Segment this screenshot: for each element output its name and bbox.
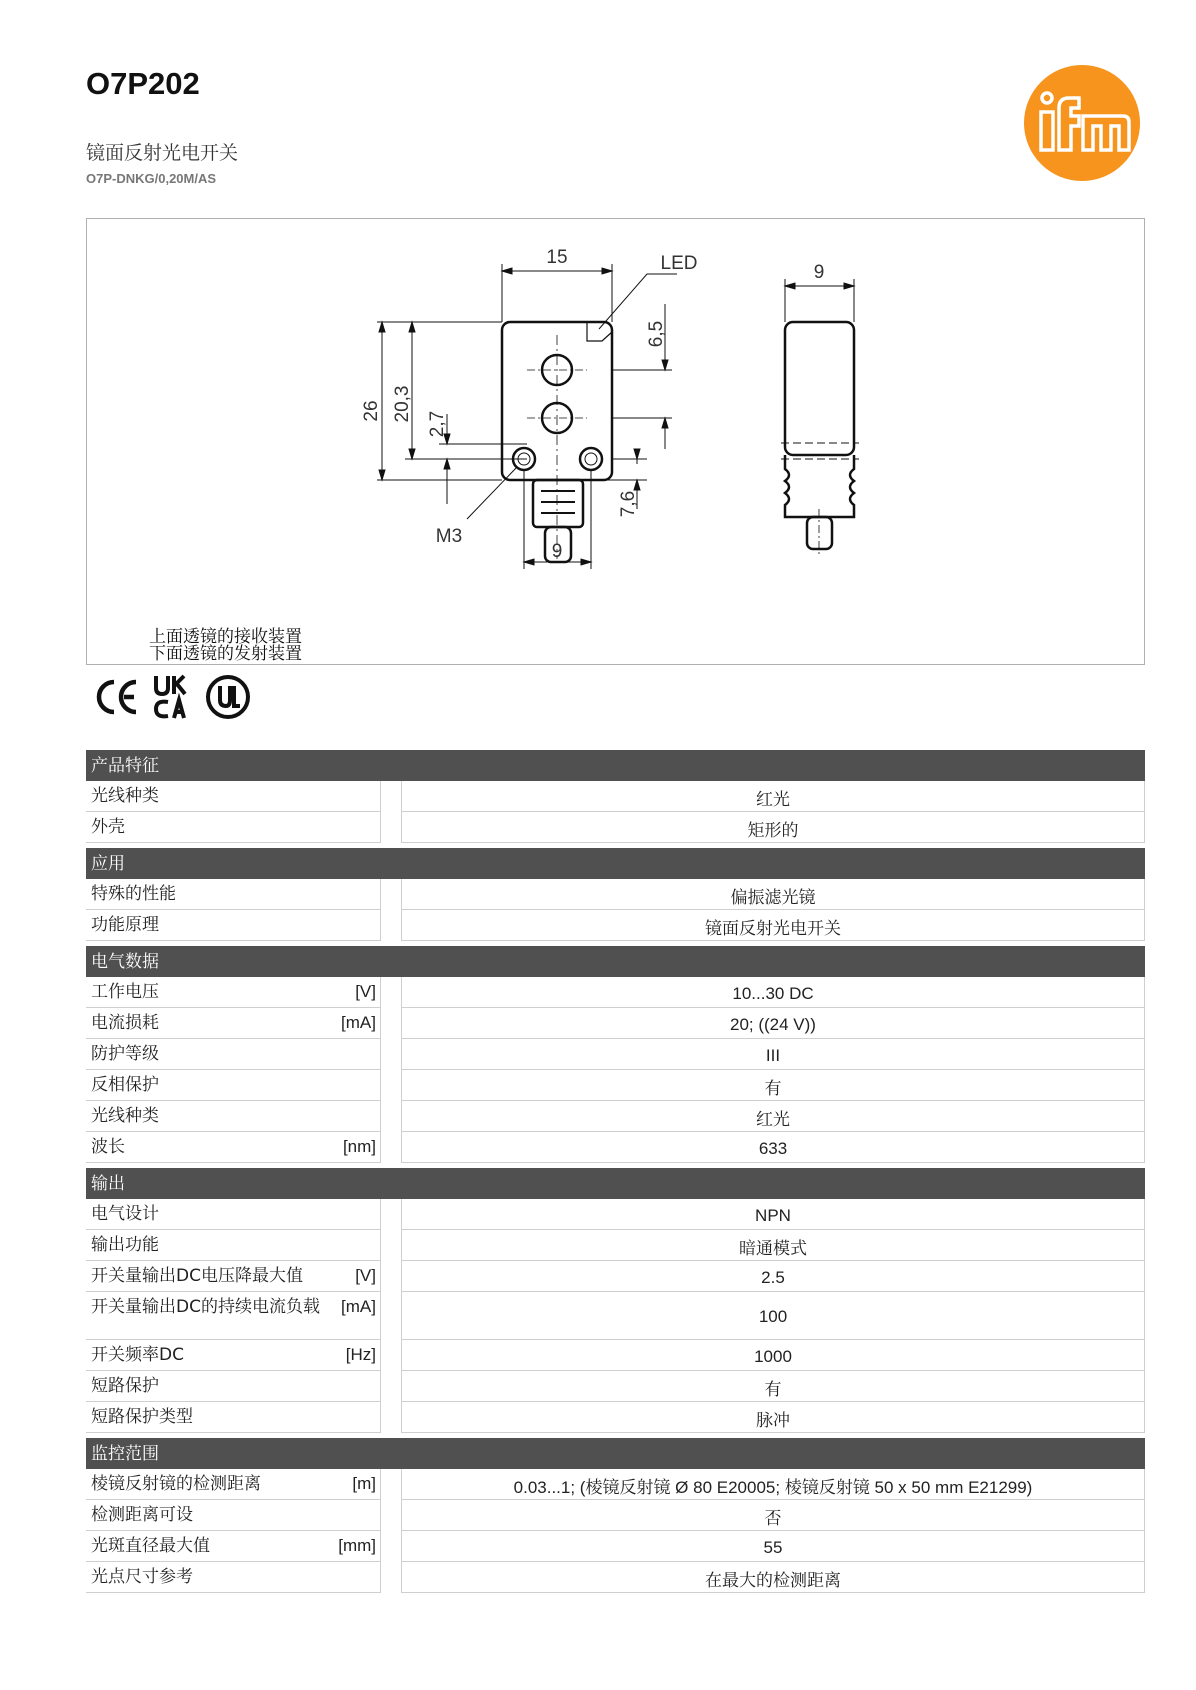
spec-row bbox=[86, 1008, 1145, 1039]
spec-row bbox=[86, 1070, 1145, 1101]
spec-label-cell bbox=[86, 1070, 381, 1101]
section-header: 产品特征 bbox=[86, 750, 1145, 781]
spec-label-cell bbox=[86, 1371, 381, 1402]
ul-mark bbox=[208, 677, 248, 717]
spec-value: 否 bbox=[401, 1500, 1145, 1531]
spec-label: 光点尺寸参考 bbox=[91, 1567, 193, 1587]
led-label: LED bbox=[660, 253, 698, 274]
spec-value: 100 bbox=[401, 1292, 1145, 1340]
dim-9-bottom-label: 9 bbox=[551, 541, 563, 562]
spec-row bbox=[86, 781, 1145, 812]
spec-row bbox=[86, 910, 1145, 941]
spec-label-cell bbox=[86, 879, 381, 910]
m3-label: M3 bbox=[435, 526, 463, 547]
dim-2-7-label: 2,7 bbox=[427, 410, 448, 438]
spec-label: 短路保护类型 bbox=[91, 1407, 193, 1427]
ce-mark bbox=[99, 682, 136, 712]
spec-label: 光线种类 bbox=[91, 1106, 159, 1126]
section-header: 监控范围 bbox=[86, 1438, 1145, 1469]
spec-row bbox=[86, 1371, 1145, 1402]
section-header: 输出 bbox=[86, 1168, 1145, 1199]
spec-value: 有 bbox=[401, 1070, 1145, 1101]
spec-value: 55 bbox=[401, 1531, 1145, 1562]
mounting-hole-right bbox=[580, 448, 602, 470]
spec-value: 20; ((24 V)) bbox=[401, 1008, 1145, 1039]
spec-label-cell bbox=[86, 1261, 381, 1292]
spec-unit: [Hz] bbox=[345, 1345, 376, 1364]
spec-unit: [mA] bbox=[341, 1297, 376, 1316]
spec-row bbox=[86, 1562, 1145, 1593]
spec-label-cell bbox=[86, 812, 381, 843]
spec-unit: [mm] bbox=[338, 1536, 376, 1555]
spec-value: 10...30 DC bbox=[401, 977, 1145, 1008]
spec-label: 开关量输出DC的持续电流负载 bbox=[91, 1297, 320, 1317]
article-number: O7P-DNKG/0,20M/AS bbox=[86, 171, 217, 186]
dim-15-label: 15 bbox=[546, 247, 568, 268]
spec-table bbox=[86, 750, 1145, 1593]
spec-row bbox=[86, 1132, 1145, 1163]
spec-row bbox=[86, 1039, 1145, 1070]
spec-label: 反相保护 bbox=[91, 1075, 159, 1095]
spec-row bbox=[86, 1101, 1145, 1132]
spec-value: 有 bbox=[401, 1371, 1145, 1402]
spec-label-cell bbox=[86, 1039, 381, 1070]
lens-notes bbox=[149, 629, 302, 663]
spec-label-cell bbox=[86, 1101, 381, 1132]
dim-26-label: 26 bbox=[361, 400, 382, 422]
spec-value: 红光 bbox=[401, 1101, 1145, 1132]
section-header: 电气数据 bbox=[86, 946, 1145, 977]
spec-label-cell bbox=[86, 781, 381, 812]
spec-label: 短路保护 bbox=[91, 1376, 159, 1396]
note-lower-lens: 下面透镜的发射装置 bbox=[149, 644, 302, 664]
spec-value: 633 bbox=[401, 1132, 1145, 1163]
spec-label: 工作电压 bbox=[91, 982, 159, 1002]
spec-label: 开关量输出DC电压降最大值 bbox=[91, 1266, 303, 1286]
spec-unit: [mA] bbox=[341, 1013, 376, 1032]
spec-label-cell bbox=[86, 1531, 381, 1562]
spec-label-cell bbox=[86, 1562, 381, 1593]
spec-label: 防护等级 bbox=[91, 1044, 159, 1064]
spec-label-cell bbox=[86, 1008, 381, 1039]
spec-value: 红光 bbox=[401, 781, 1145, 812]
note-upper-lens: 上面透镜的接收装置 bbox=[149, 627, 302, 647]
section-header: 应用 bbox=[86, 848, 1145, 879]
spec-label-cell bbox=[86, 1340, 381, 1371]
spec-label: 光斑直径最大值 bbox=[91, 1536, 210, 1556]
spec-value: 2.5 bbox=[401, 1261, 1145, 1292]
spec-label-cell bbox=[86, 1292, 381, 1340]
spec-row bbox=[86, 879, 1145, 910]
dimension-drawing bbox=[86, 218, 1145, 665]
spec-unit: [V] bbox=[355, 982, 376, 1001]
spec-row bbox=[86, 1261, 1145, 1292]
spec-value: 在最大的检测距离 bbox=[401, 1562, 1145, 1593]
spec-label: 光线种类 bbox=[91, 786, 159, 806]
spec-value: 脉冲 bbox=[401, 1402, 1145, 1433]
spec-label: 波长 bbox=[91, 1137, 125, 1157]
spec-label: 检测距离可设 bbox=[91, 1505, 193, 1525]
spec-label-cell bbox=[86, 1402, 381, 1433]
dimension-drawing-svg bbox=[87, 219, 1146, 666]
dim-6-5-label: 6,5 bbox=[646, 320, 667, 348]
spec-value: 偏振滤光镜 bbox=[401, 879, 1145, 910]
spec-label: 开关频率DC bbox=[91, 1345, 184, 1365]
spec-row bbox=[86, 1199, 1145, 1230]
spec-value: 镜面反射光电开关 bbox=[401, 910, 1145, 941]
spec-row bbox=[86, 1230, 1145, 1261]
spec-row bbox=[86, 1500, 1145, 1531]
spec-row bbox=[86, 1402, 1145, 1433]
spec-label-cell bbox=[86, 1199, 381, 1230]
spec-label-cell bbox=[86, 1230, 381, 1261]
spec-row bbox=[86, 977, 1145, 1008]
spec-value: 1000 bbox=[401, 1340, 1145, 1371]
spec-row bbox=[86, 1469, 1145, 1500]
spec-row bbox=[86, 1531, 1145, 1562]
spec-label-cell bbox=[86, 1469, 381, 1500]
ukca-mark bbox=[156, 676, 185, 718]
spec-label: 棱镜反射镜的检测距离 bbox=[91, 1474, 261, 1494]
spec-value: 暗通模式 bbox=[401, 1230, 1145, 1261]
spec-value: NPN bbox=[401, 1199, 1145, 1230]
spec-label-cell bbox=[86, 1132, 381, 1163]
dim-20-3-label: 20,3 bbox=[392, 385, 413, 423]
spec-label-cell bbox=[86, 910, 381, 941]
spec-value: 0.03...1; (棱镜反射镜 Ø 80 E20005; 棱镜反射镜 50 x 50 mm E21299) bbox=[401, 1469, 1145, 1500]
dim-9-side-label: 9 bbox=[813, 262, 825, 283]
spec-label: 电流损耗 bbox=[91, 1013, 159, 1033]
ifm-logo bbox=[1023, 64, 1141, 182]
spec-unit: [m] bbox=[352, 1474, 376, 1493]
spec-row bbox=[86, 1292, 1145, 1340]
product-title: O7P202 bbox=[86, 66, 200, 101]
spec-label-cell bbox=[86, 977, 381, 1008]
spec-value: III bbox=[401, 1039, 1145, 1070]
spec-unit: [V] bbox=[355, 1266, 376, 1285]
spec-label: 外壳 bbox=[91, 817, 125, 837]
spec-label: 输出功能 bbox=[91, 1235, 159, 1255]
spec-label: 电气设计 bbox=[91, 1204, 159, 1224]
product-subtitle: 镜面反射光电开关 bbox=[86, 142, 239, 164]
certification-marks bbox=[90, 672, 260, 722]
spec-label: 功能原理 bbox=[91, 915, 159, 935]
sensor-body-side bbox=[785, 322, 854, 455]
spec-value: 矩形的 bbox=[401, 812, 1145, 843]
spec-row bbox=[86, 1340, 1145, 1371]
spec-unit: [nm] bbox=[342, 1137, 376, 1156]
spec-label-cell bbox=[86, 1500, 381, 1531]
spec-label: 特殊的性能 bbox=[91, 884, 176, 904]
spec-row bbox=[86, 812, 1145, 843]
dim-7-6-label: 7,6 bbox=[618, 490, 639, 518]
